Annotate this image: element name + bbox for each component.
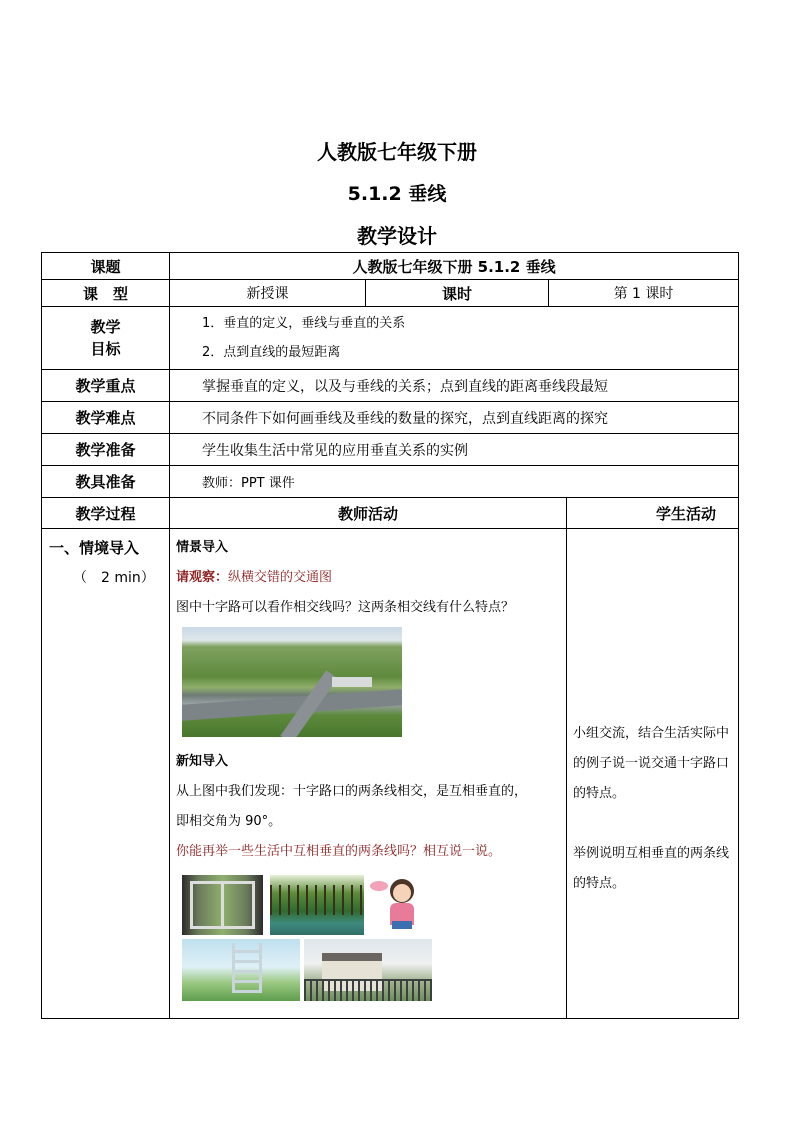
hours-value: 第 1 课时: [549, 280, 739, 307]
road-shape: [182, 689, 402, 720]
perpendicular-examples-gallery: [182, 875, 562, 1003]
goals-label: [42, 307, 170, 370]
teacher-col-header: 教师活动: [170, 498, 567, 529]
difficulty-label: 教学难点: [42, 402, 170, 434]
observe-text: 纵横交错的交通图: [228, 570, 333, 585]
student-text: 的特点。: [573, 876, 626, 891]
process-col-header: 教学过程: [42, 498, 170, 529]
goal-item: 1．垂直的定义，垂线与垂直的关系: [202, 316, 406, 331]
topic-label: 课题: [42, 253, 170, 280]
tower-photo: [182, 939, 300, 1001]
goals-row: [42, 307, 739, 370]
prep-value: 学生收集生活中常见的应用垂直关系的实例: [170, 434, 739, 466]
crossroad-photo: [182, 627, 402, 737]
type-value: 新授课: [170, 280, 366, 307]
hours-label: 课时: [366, 280, 549, 307]
goals-label-line-1: 教学: [90, 318, 121, 336]
stage-title: 一、情境导入: [49, 539, 140, 557]
student-activity-cell: [567, 529, 739, 1019]
difficulty-row: [42, 402, 739, 434]
process-header-row: [42, 498, 739, 529]
tower-structure: [232, 943, 262, 993]
cartoon-face: [393, 884, 411, 902]
student-text: 小组交流，结合生活实际中: [573, 726, 730, 741]
scene-heading: 情景导入: [176, 540, 229, 555]
student-col-header: 学生活动: [567, 498, 739, 529]
prep-label: 教学准备: [42, 434, 170, 466]
lesson-plan-table: [41, 252, 739, 1019]
question-text: 图中十字路可以看作相交线吗？这两条相交线有什么特点？: [176, 600, 515, 615]
new-text: 即相交角为 90°。: [176, 814, 282, 829]
prompt-text: 你能再举一些生活中互相垂直的两条线吗？相互说一说。: [176, 844, 502, 859]
student-text: 的例子说一说交通十字路口: [573, 756, 730, 771]
stage-time: （ 2 min）: [73, 570, 155, 586]
goal-item: 2．点到直线的最短距离: [202, 345, 341, 360]
stage-cell: [42, 529, 170, 1019]
lesson-number: 5.1.2 垂线: [347, 183, 447, 205]
observe-line: [176, 563, 562, 593]
window-photo: [182, 875, 263, 935]
fence-house-photo: [304, 939, 432, 1001]
type-row: [42, 280, 739, 307]
prep-row: [42, 434, 739, 466]
topic-value: 人教版七年级下册 5.1.2 垂线: [170, 253, 739, 280]
difficulty-value: 不同条件下如何画垂线及垂线的数量的探究，点到直线距离的探究: [170, 402, 739, 434]
trees-lake-photo: [270, 875, 364, 935]
tree-trunks: [270, 885, 364, 915]
new-heading: 新知导入: [176, 754, 229, 769]
key-label: 教学重点: [42, 370, 170, 402]
window-frame: [190, 881, 255, 929]
teacher-cartoon: [368, 875, 432, 935]
tools-row: [42, 466, 739, 498]
student-text: 的特点。: [573, 786, 626, 801]
teacher-activity-cell: [170, 529, 567, 1019]
process-content-row: [42, 529, 739, 1019]
tools-label: 教具准备: [42, 466, 170, 498]
goals-label-line-2: 目标: [90, 340, 121, 358]
student-text: 举例说明互相垂直的两条线: [573, 846, 730, 861]
key-row: [42, 370, 739, 402]
type-label: 课 型: [42, 280, 170, 307]
tools-value: 教师：PPT 课件: [170, 466, 739, 498]
new-text: 从上图中我们发现：十字路口的两条线相交，是互相垂直的，: [176, 784, 528, 799]
document-title: 人教版七年级下册: [317, 140, 477, 164]
observe-prefix: 请观察：: [176, 570, 229, 585]
goals-value: [170, 307, 739, 370]
key-value: 掌握垂直的定义，以及与垂线的关系；点到直线的距离垂线段最短: [170, 370, 739, 402]
fence-shape: [304, 979, 432, 1001]
building-shape: [332, 677, 372, 687]
document-type: 教学设计: [357, 224, 437, 248]
cartoon-skirt: [392, 921, 412, 929]
topic-row: [42, 253, 739, 280]
speech-badge: [370, 881, 388, 891]
